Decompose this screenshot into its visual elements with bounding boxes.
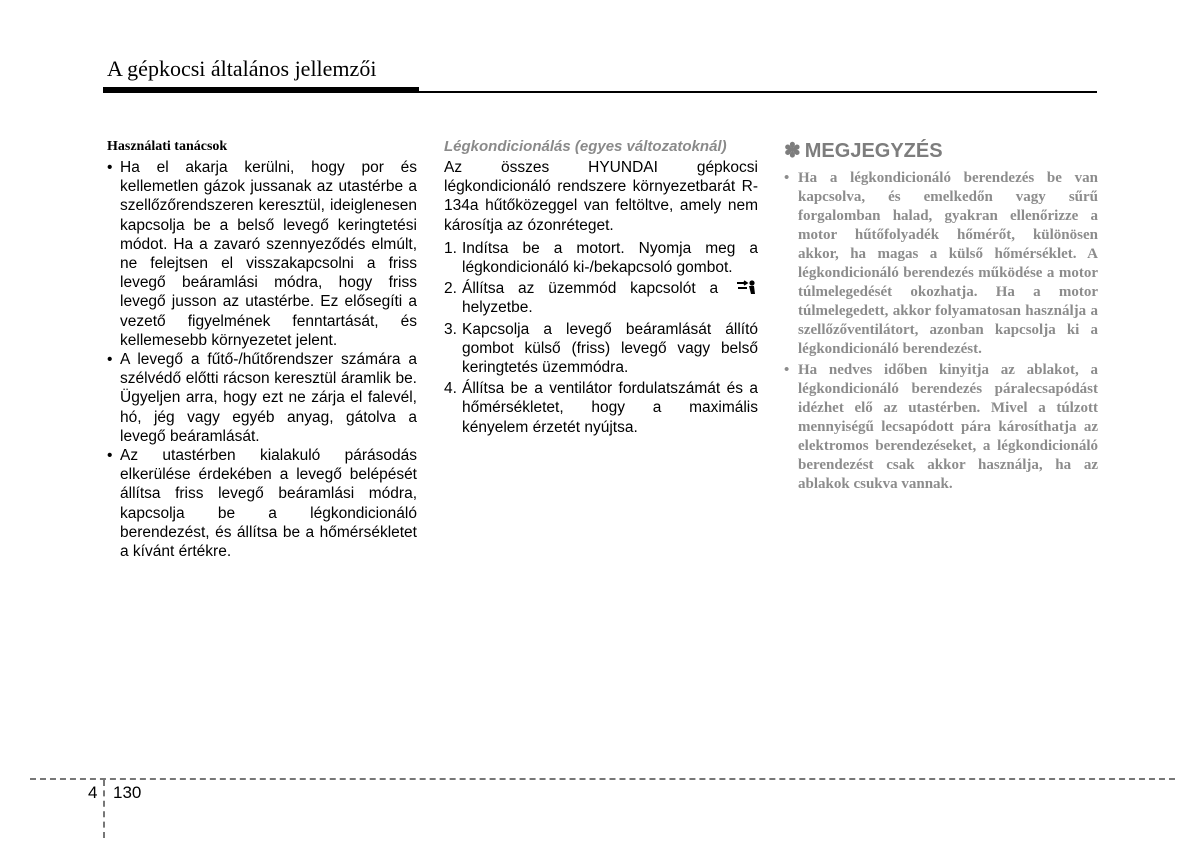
header-rule-thin: [419, 91, 1097, 93]
section-number: 4: [88, 783, 98, 802]
footer-vertical-dashed-rule: [103, 780, 105, 838]
step-number: 3.: [444, 320, 457, 338]
face-vent-mode-icon: [736, 279, 758, 295]
step-number: 2.: [444, 280, 457, 298]
air-conditioning-column: [444, 136, 758, 439]
page-header-title: A gépkocsi általános jellemzői: [107, 56, 377, 81]
step-text: Kapcsolja a levegő beáramlását állító gombot külső (friss) levegő vagy belső keringtetés üzemmódra.: [462, 320, 758, 377]
usage-tips-list: [107, 158, 417, 561]
note-heading: [784, 138, 1098, 163]
step-item: [444, 320, 758, 378]
note-star-icon: ✽: [784, 140, 801, 162]
usage-tip-item: • A levegő a fűtő-/hűtőrendszer számára a szélvédő előtti rácson keresztül áramlik be. Ügyeljen arra, hogy ezt ne zárja el falevél, hó, jég vagy egyéb anyag, gátolva a levegő beáramlását.: [107, 350, 417, 446]
note-column: [784, 136, 1098, 496]
note-list: [784, 169, 1098, 494]
footer-dashed-rule: [30, 778, 1175, 780]
step-number: 4.: [444, 380, 457, 398]
note-title-text: MEGJEGYZÉS: [804, 140, 943, 162]
step-text-after: helyzetbe.: [462, 299, 533, 317]
page-number: 130: [113, 783, 142, 802]
step-text: Állítsa be a ventilátor fordulatszámát és a hőmérsékletet, hogy a maximális kényelem érzetét nyújtsa.: [462, 380, 758, 436]
usage-tips-column: [107, 136, 417, 561]
air-conditioning-heading: Légkondicionálás (egyes változatoknál): [444, 138, 727, 155]
usage-tips-heading: Használati tanácsok: [107, 139, 228, 154]
step-number: 1.: [444, 239, 457, 257]
usage-tip-item: • Ha el akarja kerülni, hogy por és kellemetlen gázok jussanak az utastérbe a szellőzőrendszeren keresztül, ideiglenesen kapcsolja be a belső levegő keringtetési módot. Ha a zavaró szennyeződés elmúlt, ne felejtsen el visszakapcsolni a friss levegő beáramlási módra, hogy friss levegő jusson az utastérbe. Ez elősegíti a vezető figyelmének fenntartását, és kellemesebb környezetet jelent.: [107, 158, 417, 350]
air-conditioning-intro: Az összes HYUNDAI gépkocsi légkondicionáló rendszere környezetbarát R-134a hűtőközeggel van feltöltve, amely nem károsítja az ózonréteget.: [444, 159, 758, 234]
note-item: • Ha nedves időben kinyitja az ablakot, a légkondicionáló berendezés páralecsapódást idézhet elő az utastérben. Mivel a túlzott mennyiségű lecsapódott pára károsíthatja az elektromos berendezéseket, a légkondicionáló berendezést csak akkor használja, ha az ablakok csukva vannak.: [784, 361, 1098, 494]
usage-tip-item: • Az utastérben kialakuló párásodás elkerülése érdekében a levegő belépését állítsa friss levegő beáramlási módra, kapcsolja be a légkondicionáló berendezést, és állítsa be a hőmérsékletet a kívánt értékre.: [107, 446, 417, 561]
step-item: [444, 239, 758, 277]
step-item: [444, 379, 758, 437]
step-text: Állítsa az üzemmód kapcsolót a: [462, 280, 719, 298]
step-item: [444, 279, 758, 317]
header-rule-thick: [103, 87, 419, 93]
note-item: • Ha a légkondicionáló berendezés be van kapcsolva, és emelkedőn vagy sűrű forgalomban halad, gyakran ellenőrizze a motor hűtőfolyadék hőmérőt, különösen akkor, ha magas a külső hőmérséklet. A légkondicionáló berendezés működése a motor túlmelegedését okozhatja. Ha a motor túlmelegedett, akkor folyamatosan használja a szellőzőventilátort, azonban kapcsolja ki a légkondicionáló berendezést.: [784, 169, 1098, 359]
air-conditioning-steps: [444, 239, 758, 437]
step-text: Indítsa be a motort. Nyomja meg a légkondicionáló ki-/bekapcsoló gombot.: [462, 239, 758, 277]
